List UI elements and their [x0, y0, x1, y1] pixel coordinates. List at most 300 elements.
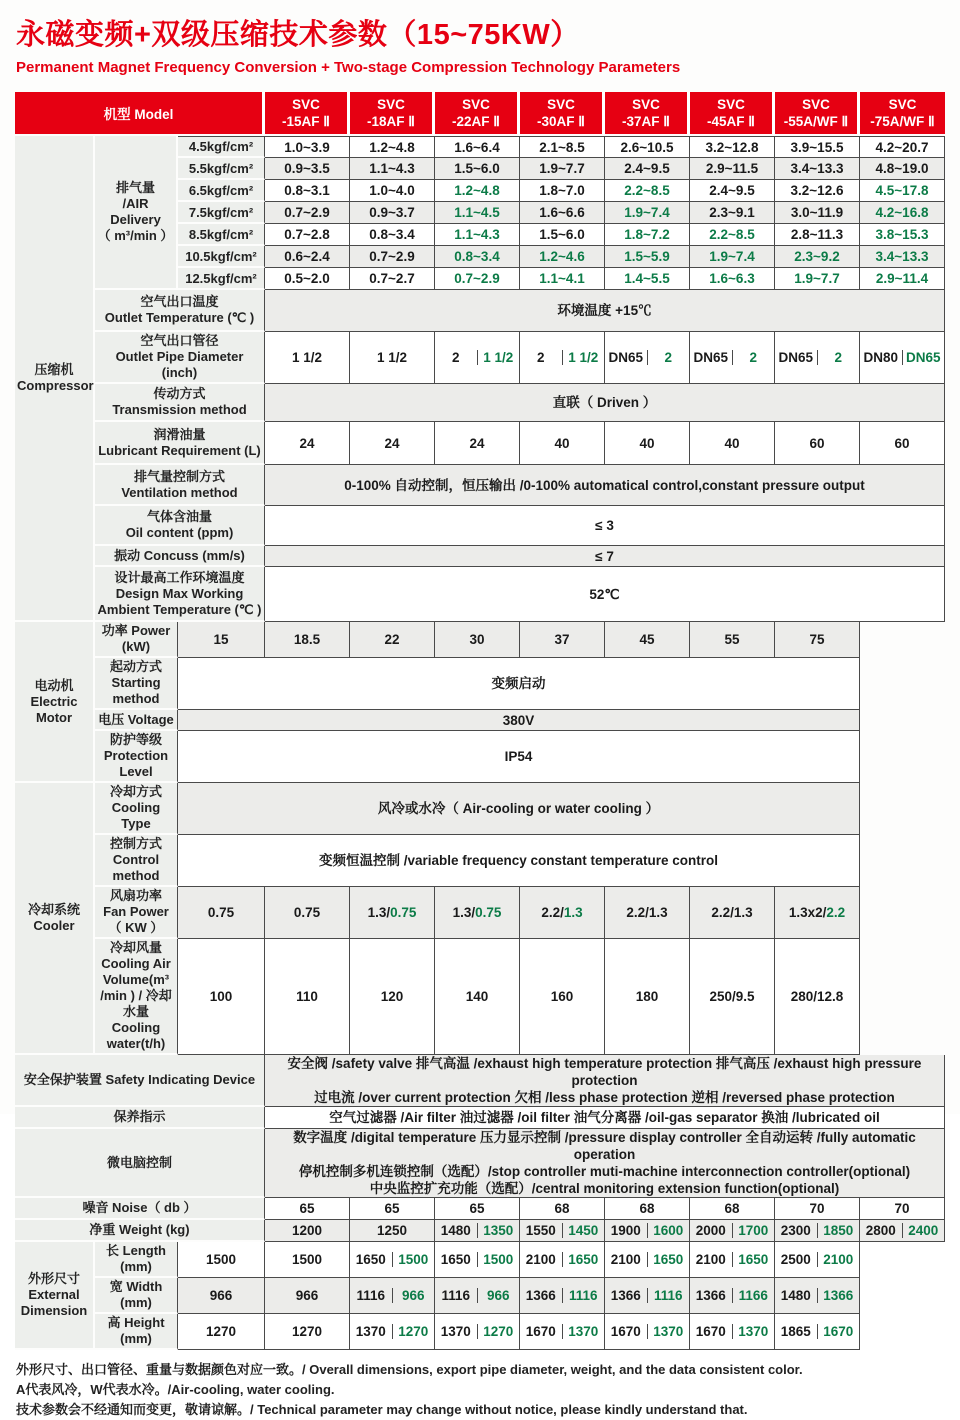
outlet-pipe-value-black: DN80 — [860, 350, 903, 365]
air-10-5-value-2: 0.8~3.4 — [435, 246, 520, 268]
param-label-line: 排气量 — [115, 180, 155, 195]
param-label-outlet-temp — [95, 290, 265, 332]
fan-value-green: 0.75 — [390, 905, 417, 920]
air-4-5-value-7: 4.2~20.7 — [860, 136, 945, 158]
protection-value-line: IP54 — [504, 749, 533, 764]
row-starting — [15, 658, 945, 710]
row-power — [15, 622, 945, 658]
param-label-line: 风扇功率 Fan Power（ KW ） — [103, 888, 169, 935]
model-name-line1: SVC — [462, 97, 490, 112]
param-label-lubricant — [95, 422, 265, 465]
width-single-value: 966 — [295, 1288, 319, 1303]
row-air-4-5 — [15, 136, 945, 158]
length-split-pair — [435, 1252, 519, 1267]
fan-value-green: 1.3 — [563, 905, 583, 920]
height-value-7 — [775, 1314, 860, 1350]
air-8-5-value-7: 3.8~15.3 — [860, 224, 945, 246]
row-control-method — [15, 835, 945, 887]
param-label-line: Cooling water(t/h) — [106, 1020, 166, 1051]
length-value-green: 1650 — [653, 1252, 684, 1267]
width-value-1 — [265, 1278, 350, 1314]
width-split-pair — [690, 1288, 774, 1303]
row-fan-power — [15, 887, 945, 939]
weight-value-black: 2000 — [690, 1223, 733, 1238]
outlet-temp-value-line: 环境温度 +15℃ — [557, 303, 652, 318]
group-label-line: Dimension — [20, 1303, 88, 1318]
width-single-value: 966 — [209, 1288, 233, 1303]
outlet-pipe-value-green: 2 — [749, 350, 757, 365]
air-6-5-value-6: 3.2~12.6 — [775, 180, 860, 202]
width-value-black: 1116 — [350, 1288, 393, 1303]
row-transmission — [15, 384, 945, 422]
weight-value-green: 1450 — [568, 1223, 599, 1238]
height-value-2 — [350, 1314, 435, 1350]
air-8-5-value-3: 1.5~6.0 — [520, 224, 605, 246]
air-12-5-value-3: 1.1~4.1 — [520, 268, 605, 290]
param-label-line: Oil content (ppm) — [125, 525, 234, 540]
width-value-3 — [435, 1278, 520, 1314]
width-value-black: 1366 — [605, 1288, 648, 1303]
width-value-green: 1116 — [568, 1288, 598, 1303]
width-value-green: 1366 — [823, 1288, 854, 1303]
length-value-5 — [605, 1242, 690, 1278]
weight-value-5 — [690, 1220, 775, 1242]
model-name-line1: SVC — [547, 97, 575, 112]
param-label-line: 冷却方式 Cooling Type — [109, 784, 162, 831]
length-split-pair — [775, 1252, 859, 1267]
weight-value-green: 2400 — [908, 1223, 939, 1238]
air-6-5-value-2: 1.2~4.8 — [435, 180, 520, 202]
pressure-label-air-10-5: 10.5kgf/cm² — [178, 246, 265, 268]
model-name-line2: -15AF Ⅱ — [282, 114, 330, 129]
weight-value-black: 1900 — [605, 1223, 648, 1238]
weight-split-pair — [690, 1223, 774, 1238]
height-value-5 — [605, 1314, 690, 1350]
height-value-black: 1670 — [520, 1324, 563, 1339]
row-maintenance — [15, 1107, 945, 1129]
weight-value-6 — [775, 1220, 860, 1242]
width-split-pair — [775, 1288, 859, 1303]
air-5-5-value-3: 1.9~7.7 — [520, 158, 605, 180]
pressure-label-air-7-5: 7.5kgf/cm² — [178, 202, 265, 224]
air-10-5-value-1: 0.7~2.9 — [350, 246, 435, 268]
model-header-svc-37af — [605, 92, 690, 136]
model-name-line2: -75A/WF Ⅱ — [870, 114, 935, 129]
power-value-0: 15 — [178, 622, 265, 658]
weight-value-black: 2300 — [775, 1223, 818, 1238]
model-name-line1: SVC — [802, 97, 830, 112]
noise-value-2: 65 — [435, 1198, 520, 1220]
model-header-svc-45af — [690, 92, 775, 136]
width-value-green: 1116 — [653, 1288, 683, 1303]
param-label-line: 振动 Concuss (mm/s) — [114, 547, 245, 563]
model-name-line1: SVC — [717, 97, 745, 112]
outlet-pipe-value-5 — [690, 332, 775, 384]
weight-split-pair — [860, 1223, 944, 1238]
param-label-line: 宽 Width (mm) — [109, 1279, 163, 1310]
height-value-3 — [435, 1314, 520, 1350]
fan-power-value-1 — [265, 887, 350, 939]
param-label-line: 设计最高工作环境温度 — [114, 569, 245, 585]
air-6-5-value-4: 2.2~8.5 — [605, 180, 690, 202]
height-value-black: 1370 — [350, 1324, 393, 1339]
air-12-5-value-1: 0.7~2.7 — [350, 268, 435, 290]
design-max-value — [265, 567, 945, 622]
group-label-line: 冷却系统 — [27, 902, 80, 917]
param-label-protection — [95, 731, 178, 783]
outlet-pipe-split-pair — [775, 350, 859, 365]
width-value-black: 1116 — [435, 1288, 478, 1303]
length-value-0 — [178, 1242, 265, 1278]
weight-value-green: 1600 — [653, 1223, 684, 1238]
fan-value-black: 1.3/ — [367, 905, 391, 920]
air-5-5-value-7: 4.8~19.0 — [860, 158, 945, 180]
row-concuss — [15, 546, 945, 567]
air-4-5-value-6: 3.9~15.5 — [775, 136, 860, 158]
page-subtitle: Permanent Magnet Frequency Conversion + Two-stage Compression Technology Parameters — [16, 59, 681, 76]
safety-value-line: 过电流 /over current protection 欠相 /less phase protection 逆相 /reversed phase protection — [314, 1090, 895, 1105]
row-lubricant — [15, 422, 945, 465]
fan-value-black: 1.3/ — [452, 905, 476, 920]
cooling-air-value-2: 120 — [350, 939, 435, 1055]
param-label-transmission — [95, 384, 265, 422]
height-value-green: 1370 — [653, 1324, 684, 1339]
air-4-5-value-3: 2.1~8.5 — [520, 136, 605, 158]
model-name-line2: -37AF Ⅱ — [622, 114, 670, 129]
design-max-value-line: 52℃ — [589, 586, 620, 602]
param-label-concuss — [95, 546, 265, 567]
param-label-line: 净重 Weight (kg) — [89, 1222, 190, 1237]
air-7-5-value-1: 0.9~3.7 — [350, 202, 435, 224]
length-value-black: 2100 — [520, 1252, 563, 1267]
noise-value-6: 70 — [775, 1198, 860, 1220]
param-label-height — [95, 1314, 178, 1350]
param-label-line: Outlet Temperature (℃ ) — [104, 310, 255, 325]
height-value-green: 1670 — [823, 1324, 854, 1339]
fan-value-black: 0.75 — [207, 905, 235, 920]
param-label-width — [95, 1278, 178, 1314]
fan-power-value-6 — [690, 887, 775, 939]
air-10-5-value-5: 1.9~7.4 — [690, 246, 775, 268]
param-label-line: 电压 Voltage — [98, 711, 174, 727]
pressure-label-air-8-5: 8.5kgf/cm² — [178, 224, 265, 246]
oil-content-value — [265, 506, 945, 546]
model-header-svc-22af — [435, 92, 520, 136]
cooling-type-value — [178, 783, 860, 835]
height-value-1 — [265, 1314, 350, 1350]
starting-value-line: 变频启动 — [491, 676, 546, 691]
row-outlet-pipe — [15, 332, 945, 384]
row-length — [15, 1242, 945, 1278]
air-5-5-value-0: 0.9~3.5 — [265, 158, 350, 180]
microcomputer-value — [265, 1129, 945, 1198]
oil-content-value-line: ≤ 3 — [595, 518, 614, 533]
noise-value-4: 68 — [605, 1198, 690, 1220]
param-label-line: 微电脑控制 — [106, 1154, 172, 1170]
air-7-5-value-7: 4.2~16.8 — [860, 202, 945, 224]
maintenance-value — [265, 1107, 945, 1129]
outlet-pipe-value-black: DN65 — [690, 350, 733, 365]
group-label-power — [15, 622, 95, 783]
height-value-green: 1270 — [398, 1324, 429, 1339]
noise-value-7: 70 — [860, 1198, 945, 1220]
air-5-5-value-5: 2.9~11.5 — [690, 158, 775, 180]
param-label-line: 气体含油量 — [146, 509, 212, 524]
height-split-pair — [775, 1324, 859, 1339]
noise-value-5: 68 — [690, 1198, 775, 1220]
param-label-maintenance — [15, 1107, 265, 1129]
width-value-black: 1480 — [775, 1288, 818, 1303]
row-voltage — [15, 710, 945, 731]
weight-value-green: 1350 — [483, 1223, 514, 1238]
control-method-value — [178, 835, 860, 887]
cooling-air-value-4: 160 — [520, 939, 605, 1055]
outlet-pipe-split-pair — [435, 350, 519, 365]
outlet-pipe-single-value: 1 1/2 — [376, 350, 408, 365]
fan-power-value-0 — [178, 887, 265, 939]
power-value-6: 55 — [690, 622, 775, 658]
row-weight — [15, 1220, 945, 1242]
width-split-pair — [435, 1288, 519, 1303]
model-name-line2: -45AF Ⅱ — [707, 114, 755, 129]
param-label-microcomputer — [15, 1129, 265, 1198]
air-8-5-value-5: 2.2~8.5 — [690, 224, 775, 246]
height-split-pair — [690, 1324, 774, 1339]
width-value-black: 1366 — [520, 1288, 563, 1303]
fan-power-value-3 — [435, 887, 520, 939]
length-value-black: 2100 — [690, 1252, 733, 1267]
param-label-line: /AIR Delivery — [110, 196, 161, 227]
weight-value-black: 1550 — [520, 1223, 563, 1238]
param-label-line: 控制方式 Control method — [109, 836, 162, 883]
param-label-line: （ m³/min ） — [97, 228, 174, 243]
pressure-label-air-12-5: 12.5kgf/cm² — [178, 268, 265, 290]
outlet-pipe-value-6 — [775, 332, 860, 384]
microcomputer-value-line: 数字温度 /digital temperature 压力显示控制 /pressure display controller 全自动运转 /fully automatic operation — [293, 1130, 916, 1162]
length-value-green: 1500 — [483, 1252, 514, 1267]
maintenance-value-line: 空气过滤器 /Air filter 油过滤器 /oil filter 油气分离器 /oil-gas separator 换油 /lubricated oil — [329, 1110, 880, 1125]
air-6-5-value-5: 2.4~9.5 — [690, 180, 775, 202]
param-label-line: 空气出口管径 — [140, 333, 219, 348]
air-6-5-value-0: 0.8~3.1 — [265, 180, 350, 202]
model-name-line1: SVC — [377, 97, 405, 112]
param-label-line: 润滑油量 — [153, 426, 206, 442]
width-value-green: 966 — [486, 1288, 510, 1303]
param-label-line: 保养指示 — [113, 1109, 166, 1124]
fan-value-green: 0.75 — [475, 905, 502, 920]
length-value-black: 1650 — [435, 1252, 478, 1267]
param-label-outlet-pipe — [95, 332, 265, 384]
row-microcomputer — [15, 1129, 945, 1198]
cooling-air-value-6: 250/9.5 — [690, 939, 775, 1055]
param-label-ventilation — [95, 465, 265, 506]
air-8-5-value-0: 0.7~2.8 — [265, 224, 350, 246]
outlet-pipe-value-green: 2 — [664, 350, 672, 365]
lubricant-value-5: 40 — [690, 422, 775, 465]
width-value-7 — [775, 1278, 860, 1314]
height-value-black: 1865 — [775, 1324, 818, 1339]
height-split-pair — [350, 1324, 434, 1339]
protection-value — [178, 731, 860, 783]
air-10-5-value-0: 0.6~2.4 — [265, 246, 350, 268]
length-value-green: 1650 — [738, 1252, 769, 1267]
footnotes — [16, 1360, 960, 1420]
param-label-line: 冷却风量 Cooling Air — [101, 940, 171, 971]
param-label-power — [95, 622, 178, 658]
lubricant-value-6: 60 — [775, 422, 860, 465]
group-label-line: Cooler — [33, 918, 75, 933]
air-5-5-value-4: 2.4~9.5 — [605, 158, 690, 180]
air-10-5-value-4: 1.5~5.9 — [605, 246, 690, 268]
model-name-line1: SVC — [888, 97, 917, 112]
fan-value-black: 2.2/ — [541, 905, 564, 920]
outlet-pipe-value-green: DN65 — [905, 350, 941, 365]
height-single-value: 1270 — [291, 1324, 323, 1339]
weight-value-7 — [860, 1220, 945, 1242]
power-value-2: 22 — [350, 622, 435, 658]
param-label-line: 空气出口温度 — [140, 294, 219, 309]
width-value-black: 1366 — [690, 1288, 733, 1303]
fan-power-value-5 — [605, 887, 690, 939]
air-8-5-value-4: 1.8~7.2 — [605, 224, 690, 246]
param-label-line: Outlet Pipe Diameter (inch) — [115, 349, 244, 380]
concuss-value — [265, 546, 945, 567]
weight-split-pair — [605, 1223, 689, 1238]
length-value-black: 1650 — [350, 1252, 393, 1267]
cooling-air-value-3: 140 — [435, 939, 520, 1055]
outlet-pipe-split-pair — [690, 350, 774, 365]
param-label-noise — [15, 1198, 265, 1220]
air-7-5-value-2: 1.1~4.5 — [435, 202, 520, 224]
air-4-5-value-0: 1.0~3.9 — [265, 136, 350, 158]
group-label-line: 外形尺寸 — [27, 1271, 80, 1286]
air-12-5-value-7: 2.9~11.4 — [860, 268, 945, 290]
outlet-pipe-split-pair — [605, 350, 689, 365]
weight-split-pair — [775, 1223, 859, 1238]
concuss-value-line: ≤ 7 — [595, 548, 614, 564]
cooling-air-value-5: 180 — [605, 939, 690, 1055]
row-cooling-air — [15, 939, 945, 1055]
width-value-4 — [520, 1278, 605, 1314]
param-label-line: 长 Length (mm) — [106, 1243, 166, 1274]
model-header-svc-15af — [265, 92, 350, 136]
length-value-green: 2100 — [823, 1252, 854, 1267]
width-split-pair — [605, 1288, 689, 1303]
model-header-svc-75awf — [860, 92, 945, 136]
weight-value-black: 2800 — [860, 1223, 903, 1238]
group-label-length — [15, 1242, 95, 1350]
model-name-line1: SVC — [292, 97, 320, 112]
height-split-pair — [520, 1324, 604, 1339]
fan-power-value-2 — [350, 887, 435, 939]
safety-value — [265, 1055, 945, 1107]
weight-value-black: 1480 — [435, 1223, 478, 1238]
outlet-pipe-value-black: 2 — [435, 350, 478, 365]
param-label-voltage — [95, 710, 178, 731]
length-split-pair — [690, 1252, 774, 1267]
param-label-line: 排气量控制方式 — [133, 468, 225, 484]
length-value-black: 2100 — [605, 1252, 648, 1267]
weight-value-green: 1700 — [738, 1223, 769, 1238]
weight-single-value: 1250 — [376, 1223, 408, 1238]
fan-value-green: 2.2 — [826, 905, 846, 920]
width-split-pair — [520, 1288, 604, 1303]
model-header-svc-55awf — [775, 92, 860, 136]
outlet-pipe-value-7 — [860, 332, 945, 384]
pressure-label-air-5-5: 5.5kgf/cm² — [178, 158, 265, 180]
power-value-1: 18.5 — [265, 622, 350, 658]
group-label-line: 电动机 — [34, 677, 74, 693]
param-label-cooling-type — [95, 783, 178, 835]
param-label-cooling-air — [95, 939, 178, 1055]
model-header-svc-30af — [520, 92, 605, 136]
length-value-4 — [520, 1242, 605, 1278]
outlet-pipe-value-black: DN65 — [775, 350, 818, 365]
outlet-pipe-value-black: DN65 — [605, 350, 648, 365]
param-label-line: 功率 Power (kW) — [101, 623, 171, 654]
fan-value-black: 1.3x2/ — [788, 905, 827, 920]
outlet-pipe-value-4 — [605, 332, 690, 384]
outlet-pipe-split-pair — [520, 350, 604, 365]
group-label-line: Motor — [35, 709, 73, 725]
param-label-safety — [15, 1055, 265, 1107]
pressure-label-air-6-5: 6.5kgf/cm² — [178, 180, 265, 202]
starting-value — [178, 658, 860, 710]
outlet-pipe-value-green: 2 — [834, 350, 842, 365]
param-label-oil-content — [95, 506, 265, 546]
height-single-value: 1270 — [205, 1324, 237, 1339]
pressure-label-air-4-5: 4.5kgf/cm² — [178, 136, 265, 158]
group-label-air-4-5 — [15, 136, 95, 622]
weight-value-green: 1850 — [823, 1223, 854, 1238]
air-7-5-value-4: 1.9~7.4 — [605, 202, 690, 224]
air-4-5-value-1: 1.2~4.8 — [350, 136, 435, 158]
air-7-5-value-0: 0.7~2.9 — [265, 202, 350, 224]
safety-value-line: 安全阀 /safety valve 排气高温 /exhaust high temperature protection 排气高压 /exhaust high pressure protection — [287, 1056, 922, 1088]
outlet-pipe-value-3 — [520, 332, 605, 384]
transmission-value-line: 直联（ Driven ） — [552, 395, 657, 410]
footnote-color-legend: 外形尺寸、出口管径、重量与数据颜色对应一致。/ Overall dimensions, export pipe diameter, weight, and the data consistent color. — [16, 1362, 803, 1377]
width-value-0 — [178, 1278, 265, 1314]
length-value-green: 1500 — [398, 1252, 429, 1267]
group-label-line: 压缩机 — [34, 362, 74, 377]
model-header-svc-18af — [350, 92, 435, 136]
length-single-value: 1500 — [205, 1252, 237, 1267]
outlet-pipe-value-black: 2 — [520, 350, 563, 365]
footnote-cooling-legend: A代表风冷，W代表水冷。/Air-cooling, water cooling. — [16, 1382, 335, 1397]
height-value-6 — [690, 1314, 775, 1350]
outlet-pipe-value-green: 1 1/2 — [568, 350, 599, 365]
length-value-1 — [265, 1242, 350, 1278]
width-value-6 — [690, 1278, 775, 1314]
air-12-5-value-5: 1.6~6.3 — [690, 268, 775, 290]
lubricant-value-4: 40 — [605, 422, 690, 465]
air-7-5-value-3: 1.6~6.6 — [520, 202, 605, 224]
outlet-temp-value — [265, 290, 945, 332]
air-7-5-value-6: 3.0~11.9 — [775, 202, 860, 224]
length-split-pair — [520, 1252, 604, 1267]
height-value-green: 1370 — [568, 1324, 599, 1339]
fan-value-black: 0.75 — [293, 905, 321, 920]
air-6-5-value-3: 1.8~7.0 — [520, 180, 605, 202]
param-label-line: 防护等级 Protection Level — [103, 732, 169, 779]
row-design-max — [15, 567, 945, 622]
air-8-5-value-2: 1.1~4.3 — [435, 224, 520, 246]
air-8-5-value-6: 2.8~11.3 — [775, 224, 860, 246]
param-label-line: 传动方式 — [153, 386, 206, 401]
param-label-line: Transmission method — [112, 402, 247, 417]
weight-value-0 — [265, 1220, 350, 1242]
